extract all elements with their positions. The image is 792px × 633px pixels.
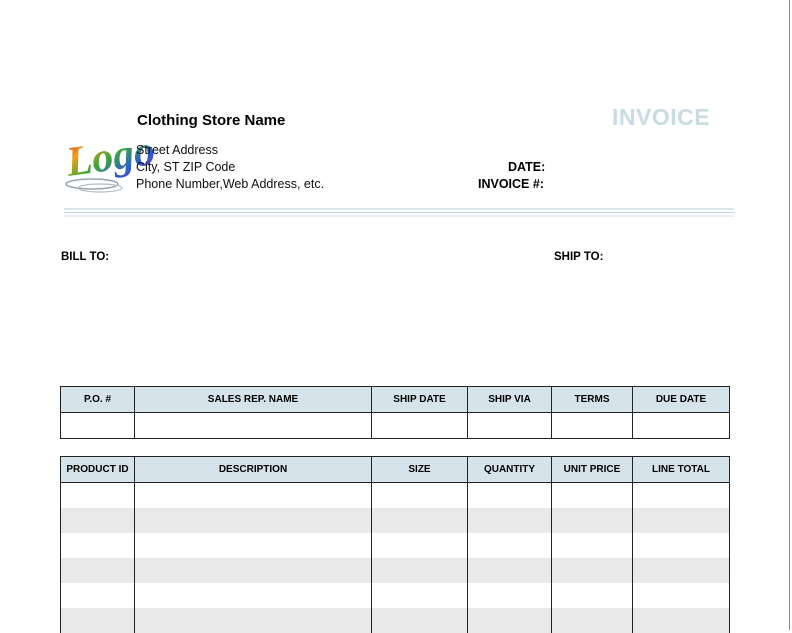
- ship-date-cell[interactable]: [372, 413, 468, 439]
- table-row: [61, 533, 730, 558]
- unit-price-cell[interactable]: [552, 533, 633, 558]
- due-date-header: DUE DATE: [633, 387, 730, 413]
- quantity-cell[interactable]: [468, 558, 552, 583]
- po-number-cell[interactable]: [61, 413, 135, 439]
- product-id-cell[interactable]: [61, 508, 135, 533]
- table-row: [61, 483, 730, 509]
- size-cell[interactable]: [372, 583, 468, 608]
- terms-cell[interactable]: [552, 413, 633, 439]
- line-items-table: [60, 456, 730, 633]
- table-row: [61, 608, 730, 633]
- product-id-cell[interactable]: [61, 608, 135, 633]
- page-edge: [789, 0, 790, 630]
- description-cell[interactable]: [135, 483, 372, 509]
- line-total-cell[interactable]: [633, 608, 730, 633]
- quantity-header: QUANTITY: [468, 457, 552, 483]
- size-cell[interactable]: [372, 508, 468, 533]
- terms-header: TERMS: [552, 387, 633, 413]
- description-cell[interactable]: [135, 583, 372, 608]
- unit-price-cell[interactable]: [552, 483, 633, 509]
- invoice-title: INVOICE: [612, 104, 711, 130]
- product-id-cell[interactable]: [61, 483, 135, 509]
- size-cell[interactable]: [372, 483, 468, 509]
- sales-rep-header: SALES REP. NAME: [135, 387, 372, 413]
- size-cell[interactable]: [372, 608, 468, 633]
- size-header: SIZE: [372, 457, 468, 483]
- ship-date-header: SHIP DATE: [372, 387, 468, 413]
- line-total-cell[interactable]: [633, 558, 730, 583]
- quantity-cell[interactable]: [468, 608, 552, 633]
- unit-price-header: UNIT PRICE: [552, 457, 633, 483]
- description-cell[interactable]: [135, 558, 372, 583]
- logo-image: [62, 112, 158, 200]
- invoice-number-label: INVOICE #:: [478, 177, 544, 191]
- bill-to-label: BILL TO:: [61, 251, 110, 263]
- ship-to-label: SHIP TO:: [554, 251, 604, 263]
- product-id-cell[interactable]: [61, 558, 135, 583]
- line-total-cell[interactable]: [633, 483, 730, 509]
- table-row: [61, 583, 730, 608]
- date-label: DATE:: [508, 160, 546, 174]
- product-id-cell[interactable]: [61, 533, 135, 558]
- header-divider: [64, 208, 734, 210]
- product-id-header: PRODUCT ID: [61, 457, 135, 483]
- table-row: [61, 413, 730, 439]
- order-info-table: [60, 386, 730, 439]
- contact-info: Phone Number,Web Address, etc.: [136, 177, 325, 191]
- description-header: DESCRIPTION: [135, 457, 372, 483]
- size-cell[interactable]: [372, 558, 468, 583]
- quantity-cell[interactable]: [468, 533, 552, 558]
- description-cell[interactable]: [135, 508, 372, 533]
- city-state-zip: City, ST ZIP Code: [136, 160, 236, 174]
- unit-price-cell[interactable]: [552, 583, 633, 608]
- line-total-cell[interactable]: [633, 533, 730, 558]
- header-divider: [64, 215, 734, 217]
- description-cell[interactable]: [135, 608, 372, 633]
- quantity-cell[interactable]: [468, 483, 552, 509]
- unit-price-cell[interactable]: [552, 608, 633, 633]
- product-id-cell[interactable]: [61, 583, 135, 608]
- logo-text: Logo: [63, 128, 158, 186]
- table-row: [61, 558, 730, 583]
- line-total-cell[interactable]: [633, 583, 730, 608]
- po-number-header: P.O. #: [61, 387, 135, 413]
- sales-rep-cell[interactable]: [135, 413, 372, 439]
- quantity-cell[interactable]: [468, 508, 552, 533]
- due-date-cell[interactable]: [633, 413, 730, 439]
- store-name: Clothing Store Name: [137, 112, 286, 129]
- ship-via-header: SHIP VIA: [468, 387, 552, 413]
- unit-price-cell[interactable]: [552, 508, 633, 533]
- unit-price-cell[interactable]: [552, 558, 633, 583]
- table-row: [61, 508, 730, 533]
- header-divider: [64, 212, 734, 213]
- line-total-header: LINE TOTAL: [633, 457, 730, 483]
- ship-via-cell[interactable]: [468, 413, 552, 439]
- line-total-cell[interactable]: [633, 508, 730, 533]
- description-cell[interactable]: [135, 533, 372, 558]
- size-cell[interactable]: [372, 533, 468, 558]
- street-address: Street Address: [136, 143, 218, 157]
- quantity-cell[interactable]: [468, 583, 552, 608]
